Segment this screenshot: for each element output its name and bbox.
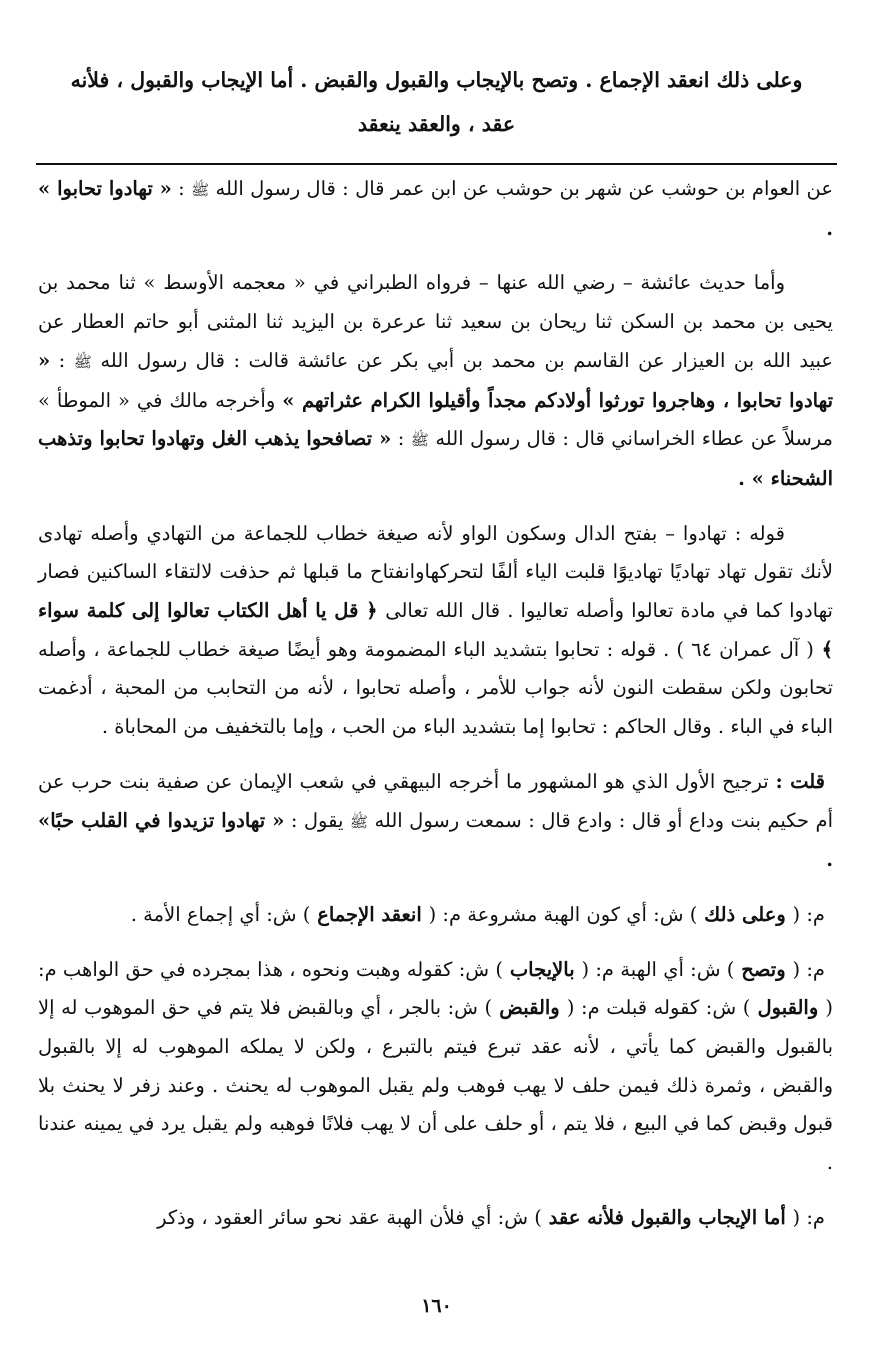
commentary-paragraph: وأما حديث عائشة – رضي الله عنها – فرواه الطبراني في « معجمه الأوسط » ثنا محمد بن يحيى بن محمد بن السكن ثنا ريحان بن سعيد ثنا عرعرة بن اليزيد ثنا المثنى أبو حاتم العطار عن عبيد الله بن العيزار عن القاسم بن محمد بن أبي بكر عن عائشة قالت : قال رسول الله ﷺ : « تهادوا تحابوا ، وهاجروا تورثوا أولادكم مجداً وأقيلوا الكرام عثراتهم » وأخرجه مالك في « الموطأ » مرسلاً عن عطاء الخراساني قال : قال رسول الله ﷺ : « تصافحوا يذهب الغل وتهادوا تحابوا وتذهب الشحناء » . xyxy=(38,271,834,490)
matn-quote: وتصح xyxy=(734,957,793,981)
salutation-symbol: ﷺ xyxy=(410,431,429,450)
salutation-symbol: ﷺ xyxy=(191,181,210,199)
main-text-line: عقد ، والعقد ينعقد xyxy=(357,112,516,136)
matn-quote: والقبول xyxy=(750,996,826,1020)
main-text xyxy=(40,58,833,146)
quran-quote: ﴿ قل يا أهل الكتاب تعالوا إلى كلمة سواء ﴾ xyxy=(38,599,833,661)
commentary xyxy=(38,170,833,1238)
matn-quote: والقبض xyxy=(492,996,567,1020)
separator-rule xyxy=(36,163,837,165)
commentary-paragraph: م: ( أما الإيجاب والقبول فلأنه عقد ) ش: أي فلأن الهبة عقد نحو سائر العقود ، وذكر xyxy=(157,1205,825,1229)
hadith-quote: « تهادوا تزيدوا في القلب حبًا» . xyxy=(38,808,833,872)
matn-quote: انعقد الإجماع xyxy=(310,902,429,926)
commentary-paragraph: م: ( وتصح ) ش: أي الهبة م: ( بالإيجاب ) ش: كقوله وهبت ونحوه ، هذا بمجرده في حق الواهب م: ( والقبول ) ش: كقوله قبلت م: ( والقبض ) ش: بالجر ، أي وبالقبض فلا يتم في حق الموهوب له إلا بالقبول والقبض كما يأتي ، لأنه عقد تبرع فيتم بالتبرع ، ولكن لا يملكه الموهوب له إلا بالقبول والقبض ، وثمرة ذلك فيمن حلف لا يهب فوهب ولم يقبل الموهوب له يحنث . وعند زفر لا يحنث بلا قبول وقبض كما في البيع ، فلا يتم ، أو حلف على أن لا يهب فلانًا فوهبه ولم يقبل يرد في يمينه عندنا . xyxy=(38,957,833,1175)
matn-quote: أما الإيجاب والقبول فلأنه عقد xyxy=(541,1205,793,1229)
hadith-quote: « تهادوا تحابوا » . xyxy=(38,177,833,240)
commentary-paragraph: عن العوام بن حوشب عن شهر بن حوشب عن ابن عمر قال : قال رسول الله ﷺ : « تهادوا تحابوا » . xyxy=(38,177,833,240)
paragraph-lead: قلت : xyxy=(775,769,825,793)
page-number: ١٦٠ xyxy=(421,1295,452,1317)
hadith-quote: « تصافحوا يذهب الغل وتهادوا تحابوا وتذهب الشحناء » . xyxy=(38,427,833,490)
commentary-paragraph: قوله : تهادوا – بفتح الدال وسكون الواو لأنه صيغة خطاب للجماعة من التهادي وأصله تهادى لأنك تقول تهاد تهاديًا تهاديوًا قلبت الياء ألفًا لتحركهاوانفتاح ما قبلها ثم حذفت لالتقاء الساكنين فصار تهادوا كما في مادة تعالوا وأصله تعاليوا . قال الله تعالى ﴿ قل يا أهل الكتاب تعالوا إلى كلمة سواء ﴾ ( آل عمران ٦٤ ) . قوله : تحابوا بتشديد الباء المضمومة وهو أيضًا صيغة خطاب للجماعة ، وأصله تحابون ولكن سقطت النون لأنه جواب للأمر ، وأصله تحابوا ، لأنه من التحابب من المحبة ، أدغمت الباء في الباء . وقال الحاكم : تحابوا إما بتشديد الباء من الحب ، وإما بالتخفيف من المحاباة . xyxy=(38,521,833,739)
matn-quote: بالإيجاب xyxy=(502,957,582,981)
hadith-quote: « تهادوا تحابوا ، وهاجروا تورثوا أولادكم مجداً وأقيلوا الكرام عثراتهم » xyxy=(38,348,833,412)
salutation-symbol: ﷺ xyxy=(349,812,368,831)
commentary-paragraph: قلت : ترجيح الأول الذي هو المشهور ما أخرجه البيهقي في شعب الإيمان عن صفية بنت حرب عن أم حكيم بنت وداع أو قال : وادع قال : سمعت رسول الله ﷺ يقول : « تهادوا تزيدوا في القلب حبًا» . xyxy=(38,769,834,872)
main-text-line: وعلى ذلك انعقد الإجماع . وتصح بالإيجاب والقبول والقبض . أما الإيجاب والقبول ، فلأنه xyxy=(70,68,803,92)
matn-quote: وعلى ذلك xyxy=(697,902,793,926)
salutation-symbol: ﷺ xyxy=(73,352,92,371)
commentary-paragraph: م: ( وعلى ذلك ) ش: أي كون الهبة مشروعة م: ( انعقد الإجماع ) ش: أي إجماع الأمة . xyxy=(130,902,825,926)
